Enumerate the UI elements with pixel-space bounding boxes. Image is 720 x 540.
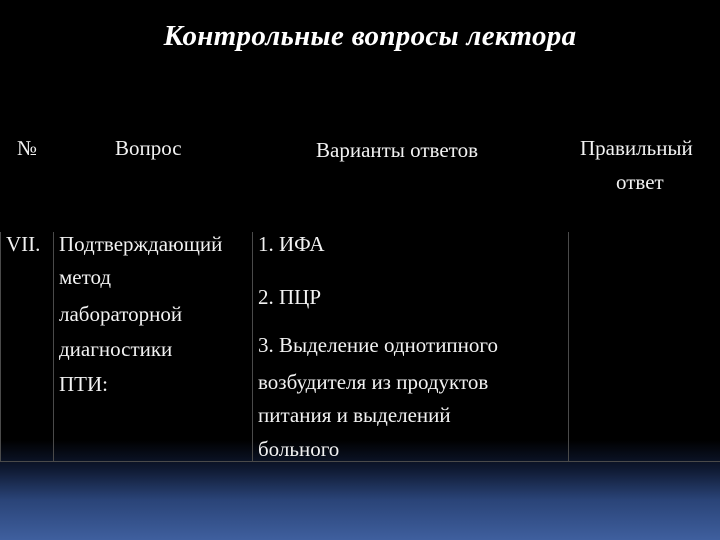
slide-title: Контрольные вопросы лектора bbox=[163, 20, 577, 52]
row-border-bottom bbox=[0, 461, 720, 462]
header-correct-line1: Правильный bbox=[580, 136, 693, 160]
header-question: Вопрос bbox=[115, 136, 182, 160]
variant-3-line: больного bbox=[258, 437, 340, 461]
variant-3-line: 3. Выделение однотипного bbox=[258, 333, 498, 357]
question-line: Подтверждающий bbox=[59, 232, 223, 256]
row-border-left bbox=[0, 232, 1, 462]
header-variants: Варианты ответов bbox=[316, 138, 478, 162]
question-line: диагностики bbox=[59, 337, 173, 361]
row-border-col3 bbox=[568, 232, 569, 462]
question-line: метод bbox=[59, 265, 112, 289]
row-number: VII. bbox=[6, 232, 41, 256]
row-border-col2 bbox=[252, 232, 253, 462]
question-line: ПТИ: bbox=[59, 372, 108, 396]
variant-3-line: возбудителя из продуктов bbox=[258, 370, 489, 394]
header-number: № bbox=[17, 136, 38, 160]
variant-1: 1. ИФА bbox=[258, 232, 325, 256]
variant-3-line: питания и выделений bbox=[258, 403, 451, 427]
variant-2: 2. ПЦР bbox=[258, 285, 322, 309]
header-correct-line2: ответ bbox=[616, 170, 664, 194]
question-line: лабораторной bbox=[59, 302, 183, 326]
row-border-col1 bbox=[53, 232, 54, 462]
